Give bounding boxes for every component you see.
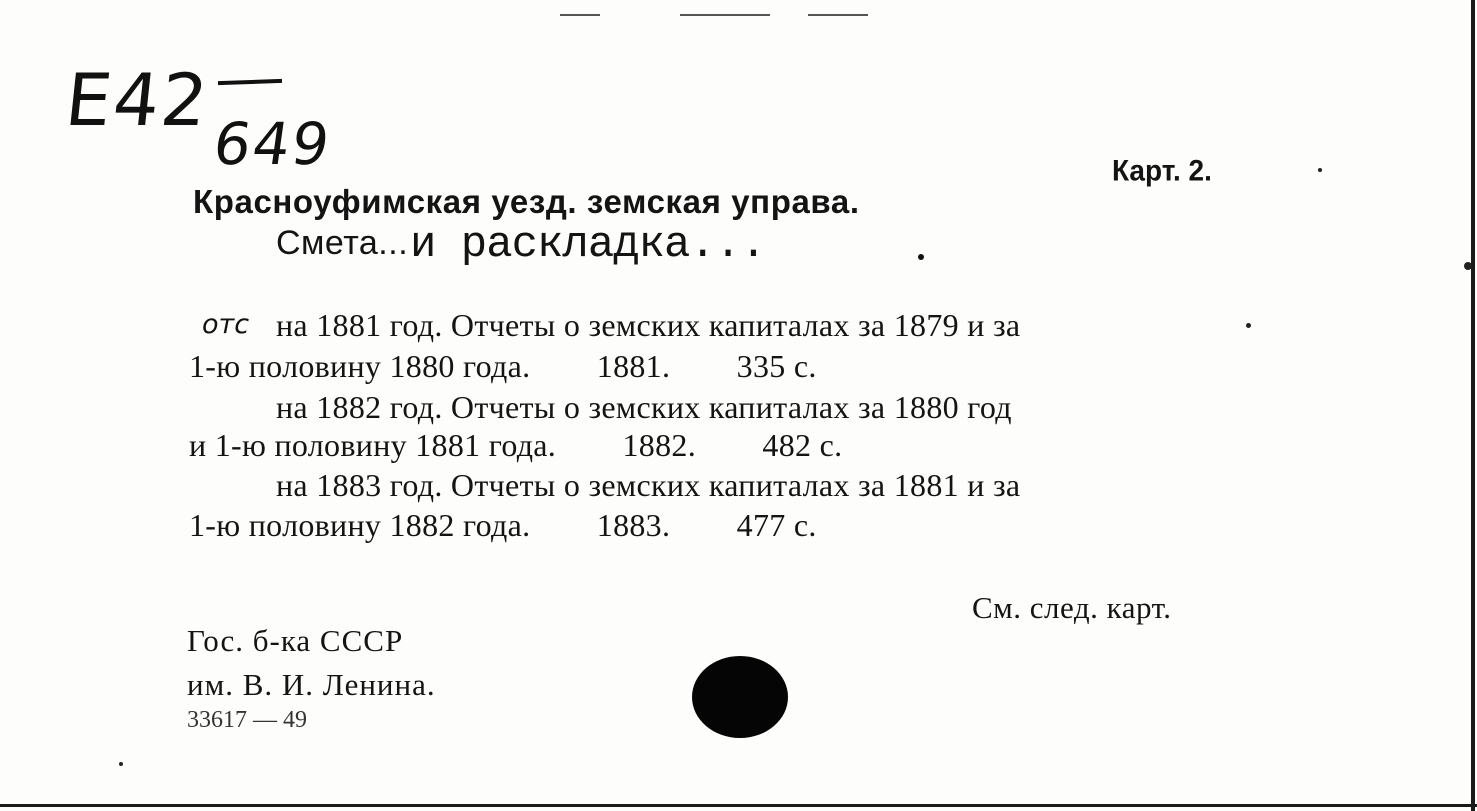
entry-2-line-1: на 1882 год. Отчеты о земских капиталах за 1880 год [276, 389, 1012, 425]
entry-1-line-2: 1-ю половину 1880 года. 1881. 335 с. [189, 348, 817, 384]
entry-2-line-2: и 1-ю половину 1881 года. 1882. 482 с. [189, 427, 843, 463]
see-next-card-note: См. след. карт. [972, 590, 1172, 625]
shelf-mark-fraction-bar [218, 79, 282, 85]
library-name: Гос. б-ка СССР [187, 623, 404, 658]
shelf-mark-main: Е42 [61, 58, 214, 142]
title-trailing-dot [918, 254, 924, 260]
shelf-mark-sub: 649 [209, 110, 336, 178]
entry-3-line-2: 1-ю половину 1882 года. 1883. 477 с. [189, 507, 817, 543]
punch-hole [692, 656, 788, 738]
entry-1-line-1: на 1881 год. Отчеты о земских капиталах за 1879 и за [276, 307, 1021, 343]
organization-heading: Красноуфимская уезд. земская управа. [193, 183, 860, 220]
card-edge-right [1471, 0, 1475, 811]
speck [1318, 168, 1322, 172]
library-dedication: им. В. И. Ленина. [187, 667, 436, 702]
speck [119, 762, 123, 766]
speck [1464, 262, 1472, 270]
card-number: Карт. 2. [1112, 154, 1212, 187]
top-edge-mark [808, 14, 868, 16]
top-edge-mark [680, 14, 770, 16]
entry-3-line-1: на 1883 год. Отчеты о земских капиталах за 1881 и за [276, 467, 1021, 503]
handwritten-shelf-mark [61, 58, 336, 178]
title-distribution: и раскладка... [410, 220, 766, 270]
print-code: 33617 — 49 [187, 707, 307, 733]
card-edge-bottom [0, 804, 1477, 807]
handwritten-stamp-mark: отс [202, 309, 250, 340]
title-estimate: Смета... [276, 224, 409, 262]
top-edge-mark [560, 14, 600, 16]
